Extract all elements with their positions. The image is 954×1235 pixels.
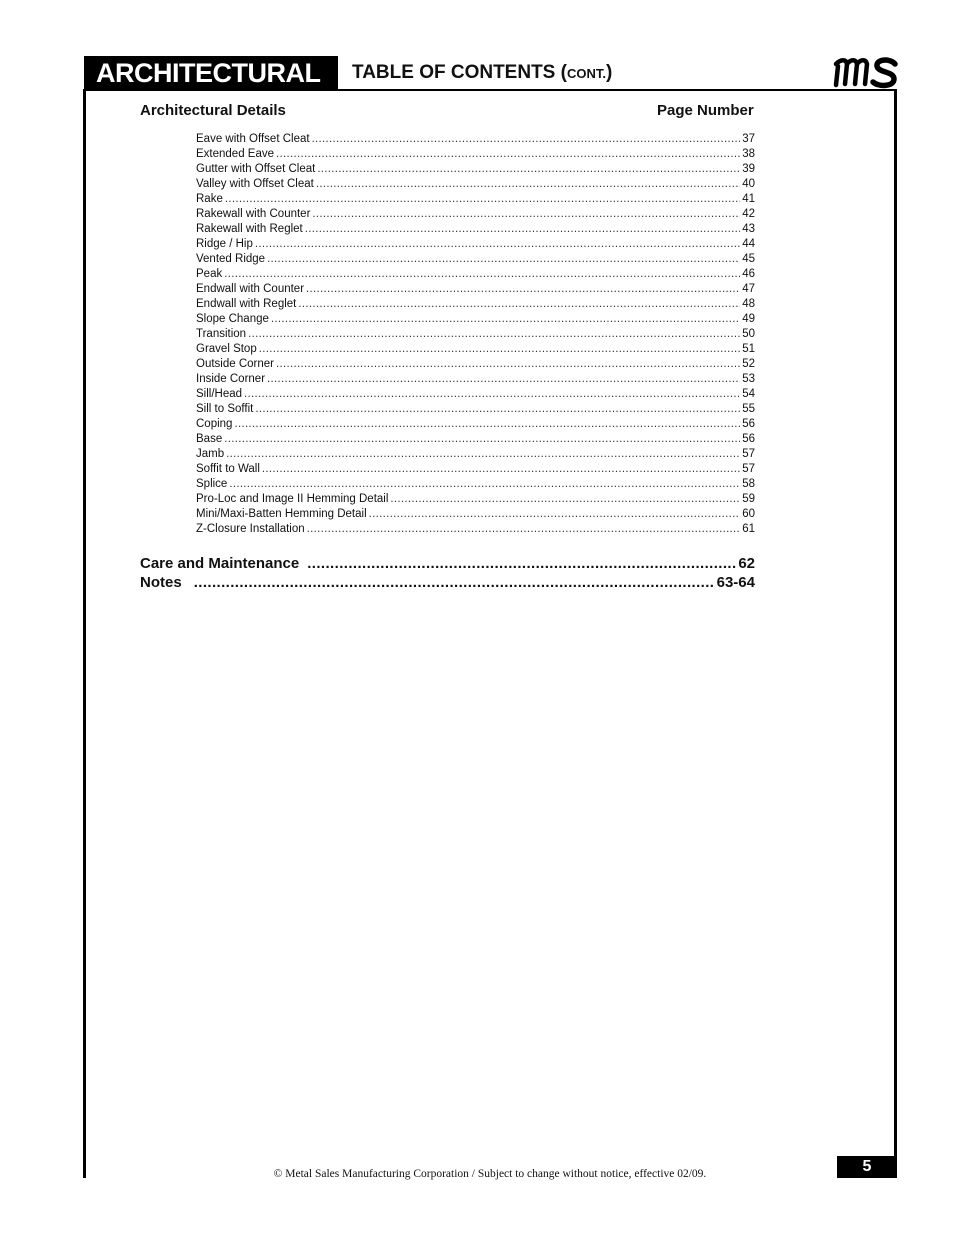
- toc-row: [196, 267, 755, 282]
- dot-leader: [248, 327, 740, 342]
- dot-leader: [229, 477, 740, 492]
- toc-row: [196, 207, 755, 222]
- toc-entry-label: Valley with Offset Cleat: [196, 178, 314, 190]
- dot-leader: [276, 357, 740, 372]
- column-header-details: Architectural Details: [140, 102, 286, 119]
- toc-entry-page: 56: [742, 433, 755, 445]
- page-frame-right: [894, 90, 897, 1178]
- toc-entry-label: Sill to Soffit: [196, 403, 254, 415]
- toc-entry-label: Sill/Head: [196, 388, 243, 400]
- toc-entry-page: 41: [742, 193, 755, 205]
- dot-leader: [244, 387, 740, 402]
- toc-entry-label: Mini/Maxi-Batten Hemming Detail: [196, 508, 367, 520]
- toc-entry-page: 56: [742, 418, 755, 430]
- dot-leader: [390, 492, 740, 507]
- dot-leader: [369, 507, 741, 522]
- toc-entry-label: Inside Corner: [196, 373, 266, 385]
- toc-entry-page: 38: [742, 148, 755, 160]
- toc-row: [196, 462, 755, 477]
- toc-entry-page: 47: [742, 283, 755, 295]
- toc-entry-label: Gutter with Offset Cleat: [196, 163, 316, 175]
- page-title-main: TABLE OF CONTENTS (: [352, 62, 567, 83]
- toc-row: [196, 402, 755, 417]
- toc-entry-page: 48: [742, 298, 755, 310]
- toc-entry-page: 53: [742, 373, 755, 385]
- toc-entry-page: 57: [742, 463, 755, 475]
- page-frame-left: [83, 90, 86, 1178]
- toc-entry-label: Vented Ridge: [196, 253, 266, 265]
- toc-row: [196, 357, 755, 372]
- dot-leader: [307, 522, 741, 537]
- toc-entry-page: 51: [742, 343, 755, 355]
- footer-copyright: © Metal Sales Manufacturing Corporation / Subject to change without notice, effective 02/09.: [273, 1168, 707, 1180]
- toc-entry-page: 37: [742, 133, 755, 145]
- toc-row: [196, 297, 755, 312]
- page-title-cont: CONT.: [566, 66, 606, 81]
- dot-leader: [316, 177, 740, 192]
- toc-row: [196, 237, 755, 252]
- toc-row: [196, 477, 755, 492]
- toc-entry-page: 49: [742, 313, 755, 325]
- toc-row: [196, 147, 755, 162]
- company-logo: [832, 54, 900, 90]
- toc-entry-label: Rakewall with Counter: [196, 208, 311, 220]
- dot-leader: [234, 417, 740, 432]
- toc-row: [196, 507, 755, 522]
- toc-entry-label: Rake: [196, 193, 223, 205]
- section-tab: ARCHITECTURAL: [84, 56, 338, 90]
- toc-entry-page: 46: [742, 268, 755, 280]
- toc-entry-page: 44: [742, 238, 755, 250]
- toc-entry-label: Endwall with Reglet: [196, 298, 297, 310]
- toc-row: [196, 387, 755, 402]
- toc-major-page: 62: [738, 555, 755, 572]
- dot-leader: [224, 432, 740, 447]
- dot-leader: [306, 282, 740, 297]
- toc-row: [196, 192, 755, 207]
- toc-entry-label: Coping: [196, 418, 233, 430]
- dot-leader: [267, 252, 740, 267]
- toc-row: [196, 252, 755, 267]
- dot-leader: [298, 297, 740, 312]
- column-header-page-number: Page Number: [657, 102, 754, 119]
- dot-leader: [271, 312, 740, 327]
- toc-entry-page: 50: [742, 328, 755, 340]
- dot-leader: [225, 192, 740, 207]
- toc-entry-label: Ridge / Hip: [196, 238, 253, 250]
- toc-entry-label: Pro-Loc and Image II Hemming Detail: [196, 493, 389, 505]
- toc-row: [196, 342, 755, 357]
- toc-entry-label: Jamb: [196, 448, 225, 460]
- toc-entry-label: Peak: [196, 268, 223, 280]
- dot-leader: [224, 267, 740, 282]
- page-title-end: ): [605, 62, 613, 83]
- toc-row: [196, 417, 755, 432]
- toc-row: [196, 177, 755, 192]
- toc-row: [196, 372, 755, 387]
- dot-leader: [194, 573, 715, 592]
- toc-major-notes: [140, 573, 755, 592]
- dot-leader: [255, 402, 740, 417]
- toc-entry-page: 39: [742, 163, 755, 175]
- toc-row: [196, 312, 755, 327]
- dot-leader: [262, 462, 740, 477]
- toc-row: [196, 327, 755, 342]
- toc-entry-page: 59: [742, 493, 755, 505]
- toc-major-label: Notes: [140, 574, 182, 591]
- toc-entry-label: Z-Closure Installation: [196, 523, 305, 535]
- dot-leader: [255, 237, 740, 252]
- dot-leader: [226, 447, 740, 462]
- toc-major-page: 63-64: [716, 574, 755, 591]
- toc-row: [196, 492, 755, 507]
- toc-major-label: Care and Maintenance: [140, 555, 300, 572]
- toc-row: [196, 432, 755, 447]
- toc-entry-page: 58: [742, 478, 755, 490]
- toc-major-care: [140, 554, 755, 573]
- toc-entry-page: 60: [742, 508, 755, 520]
- toc-entry-page: 61: [742, 523, 755, 535]
- toc-entry-label: Transition: [196, 328, 247, 340]
- toc-row: [196, 222, 755, 237]
- toc-entry-label: Outside Corner: [196, 358, 274, 370]
- toc-entry-label: Endwall with Counter: [196, 283, 305, 295]
- toc-row: [196, 162, 755, 177]
- toc-entry-page: 45: [742, 253, 755, 265]
- toc-entry-label: Gravel Stop: [196, 343, 257, 355]
- toc-entry-page: 54: [742, 388, 755, 400]
- toc-row: [196, 447, 755, 462]
- toc-entry-label: Splice: [196, 478, 228, 490]
- dot-leader: [276, 147, 740, 162]
- toc-entry-label: Extended Eave: [196, 148, 275, 160]
- dot-leader: [312, 207, 740, 222]
- toc-entry-page: 43: [742, 223, 755, 235]
- toc-entry-label: Rakewall with Reglet: [196, 223, 303, 235]
- dot-leader: [267, 372, 740, 387]
- toc-row: [196, 282, 755, 297]
- toc-entry-page: 52: [742, 358, 755, 370]
- dot-leader: [317, 162, 740, 177]
- dot-leader: [305, 222, 740, 237]
- dot-leader: [307, 554, 736, 573]
- toc-row: [196, 522, 755, 537]
- toc-entry-page: 40: [742, 178, 755, 190]
- toc-entry-label: Base: [196, 433, 223, 445]
- dot-leader: [312, 132, 741, 147]
- page-title: [352, 62, 612, 85]
- toc-entry-page: 42: [742, 208, 755, 220]
- toc-entry-label: Soffit to Wall: [196, 463, 260, 475]
- toc-entry-label: Eave with Offset Cleat: [196, 133, 310, 145]
- toc-entry-page: 57: [742, 448, 755, 460]
- toc-entry-page: 55: [742, 403, 755, 415]
- toc-entry-label: Slope Change: [196, 313, 269, 325]
- page-number-badge: 5: [837, 1156, 897, 1178]
- toc-row: [196, 132, 755, 147]
- dot-leader: [259, 342, 740, 357]
- toc-list: [196, 132, 755, 537]
